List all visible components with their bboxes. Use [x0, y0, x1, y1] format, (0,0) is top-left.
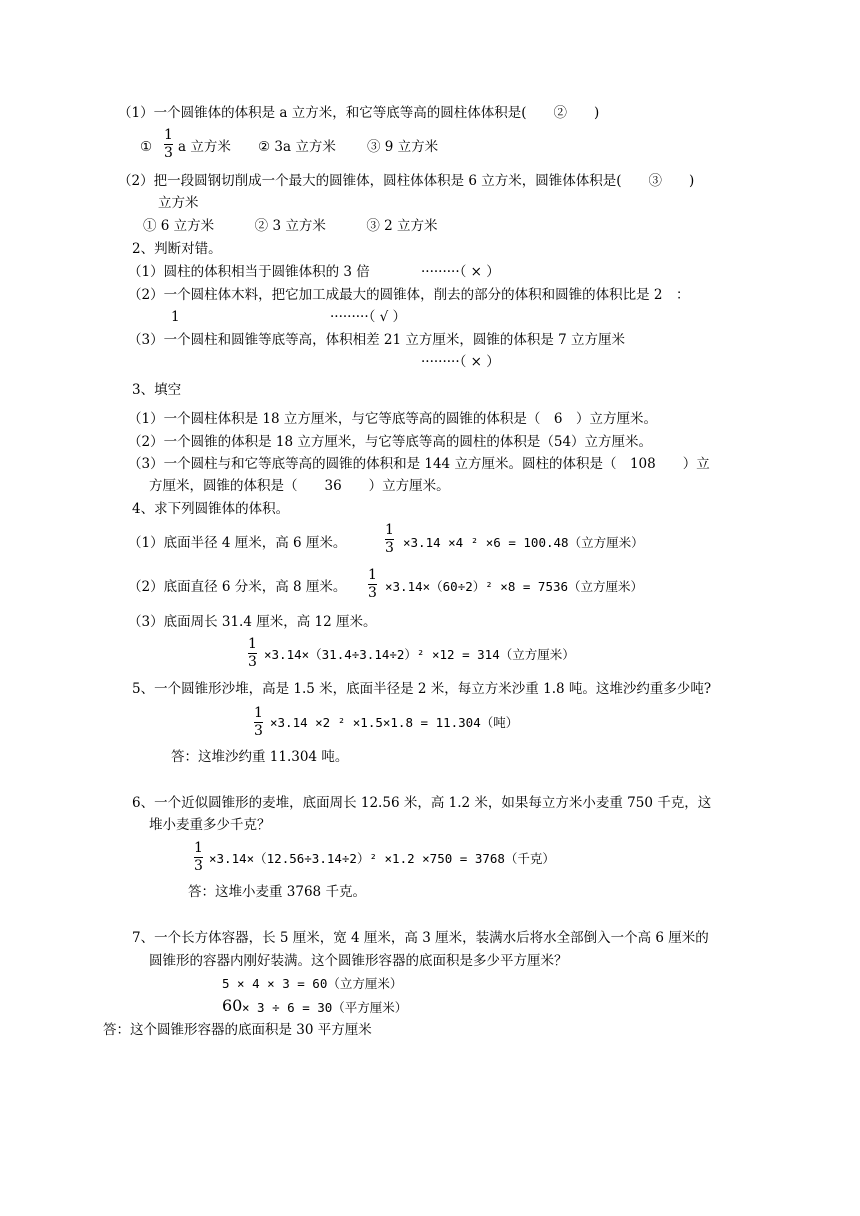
q1-text: （1）一个圆锥体的体积是 a 立方米，和它等底等高的圆柱体体积是( ② ): [118, 105, 600, 121]
denominator: 3: [164, 145, 173, 161]
calc-1-text: （1）底面半径 4 厘米，高 6 厘米。: [128, 535, 347, 551]
calc-2-equation: ×3.14×（60÷2）² ×8 = 7536（立方厘米）: [385, 579, 644, 594]
section-2-title: 2、判断对错。: [132, 241, 222, 257]
fill-1: （1）一个圆柱体积是 18 立方厘米，与它等底等高的圆锥的体积是（ 6 ）立方厘米。: [128, 411, 657, 427]
fill-2: （2）一个圆锥的体积是 18 立方厘米，与它等底等高的圆柱的体积是（54）立方厘米。: [128, 434, 653, 450]
calc-3-text: （3）底面周长 31.4 厘米，高 12 厘米。: [128, 614, 377, 630]
q1-option-1-mark: ①: [140, 139, 153, 155]
numerator: 1: [254, 705, 263, 721]
judge-1-text: （1）圆柱的体积相当于圆锥体积的 3 倍: [128, 264, 370, 280]
numerator: 1: [164, 127, 173, 143]
judge-2-text-cont: 1: [171, 309, 180, 325]
q1-option-3: ③ 9 立方米: [367, 139, 439, 155]
judge-2-answer: ·········（ √ ）: [330, 309, 407, 325]
q7-equation-2: × 3 ÷ 6 = 30（平方厘米）: [242, 1000, 408, 1015]
denominator: 3: [385, 540, 394, 556]
numerator: 1: [248, 636, 257, 652]
q5-fraction: [253, 706, 264, 739]
q6-text-cont: 堆小麦重多少千克？: [149, 817, 271, 833]
calc-2-fraction: [367, 568, 378, 601]
q5-text: 5、一个圆锥形沙堆，高是 1.5 米，底面半径是 2 米，每立方米沙重 1.8 吨。这堆沙约重多少吨?: [132, 681, 712, 697]
denominator: 3: [368, 585, 377, 601]
calc-3-equation: ×3.14×（31.4÷3.14÷2）² ×12 = 314（立方厘米）: [264, 647, 575, 662]
q7-text-cont: 圆锥形的容器内刚好装满。这个圆锥形容器的底面积是多少平方厘米？: [149, 953, 568, 969]
fill-3: （3）一个圆柱与和它等底等高的圆锥的体积和是 144 立方厘米。圆柱的体积是（ 108 ）立: [128, 456, 710, 472]
judge-2-text: （2）一个圆柱体木料，把它加工成最大的圆锥体，削去的部分的体积和圆锥的体积比是 2 ：: [128, 287, 690, 303]
calc-1-fraction: [384, 523, 395, 556]
q6-text: 6、一个近似圆锥形的麦堆，底面周长 12.56 米，高 1.2 米，如果每立方米小麦重 750 千克，这: [132, 795, 712, 811]
numerator: 1: [194, 840, 203, 856]
q7-text: 7、一个长方体容器，长 5 厘米，宽 4 厘米，高 3 厘米，装满水后将水全部倒入一个高 6 厘米的: [132, 930, 709, 946]
judge-3-text: （3）一个圆柱和圆锥等底等高，体积相差 21 立方厘米，圆锥的体积是 7 立方厘米: [128, 332, 626, 348]
q5-answer: 答：这堆沙约重 11.304 吨。: [171, 749, 349, 765]
q6-answer: 答：这堆小麦重 3768 千克。: [188, 884, 366, 900]
denominator: 3: [248, 654, 257, 670]
q7-answer: 答：这个圆锥形容器的底面积是 30 平方厘米: [103, 1022, 372, 1038]
q7-equation-1: 5 × 4 × 3 = 60（立方厘米）: [222, 976, 403, 991]
q2-text-cont: 立方米: [158, 195, 199, 211]
q1-option-1-fraction: [163, 128, 174, 161]
calc-3-fraction: [247, 637, 258, 670]
judge-3-answer: ·········（ × ）: [421, 354, 500, 370]
calc-2-text: （2）底面直径 6 分米，高 8 厘米。: [128, 579, 347, 595]
fill-3-cont: 方厘米，圆锥的体积是（ 36 ）立方厘米。: [149, 478, 450, 494]
denominator: 3: [254, 723, 263, 739]
section-3-title: 3、填空: [132, 382, 182, 398]
q6-equation: ×3.14×（12.56÷3.14÷2）² ×1.2 ×750 = 3768（千克）: [209, 851, 555, 866]
q1-option-2: ② 3a 立方米: [258, 139, 336, 155]
judge-1-answer: ·········（ × ）: [421, 264, 500, 280]
q2-text: （2）把一段圆钢切削成一个最大的圆锥体，圆柱体体积是 6 立方米，圆锥体体积是( ③ ): [118, 173, 695, 189]
q7-equation-2-lead: 60: [222, 996, 243, 1015]
q5-equation: ×3.14 ×2 ² ×1.5×1.8 = 11.304（吨）: [270, 715, 519, 730]
numerator: 1: [385, 522, 394, 538]
denominator: 3: [194, 858, 203, 874]
calc-1-equation: ×3.14 ×4 ² ×6 = 100.48（立方厘米）: [403, 535, 644, 550]
q2-options: ① 6 立方米 ② 3 立方米 ③ 2 立方米: [143, 218, 438, 234]
section-4-title: 4、求下列圆锥体的体积。: [132, 501, 290, 517]
q6-fraction: [193, 841, 204, 874]
q1-option-1-text: a 立方米: [178, 139, 231, 155]
numerator: 1: [368, 567, 377, 583]
